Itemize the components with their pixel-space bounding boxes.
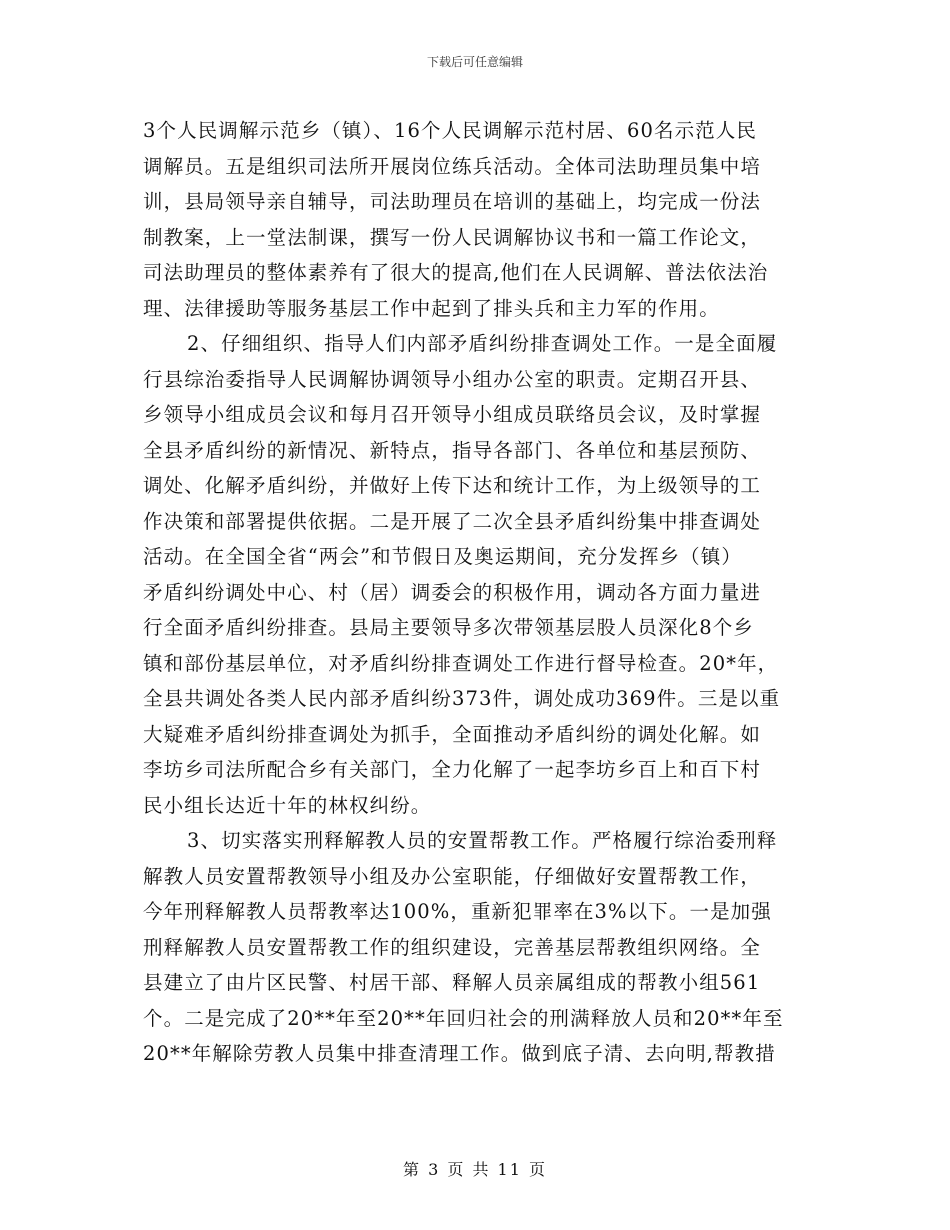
text-line: 调解员。五是组织司法所开展岗位练兵活动。全体司法助理员集中培 [143,154,762,178]
text-line: 2、仔细组织、指导人们内部矛盾纠纷排查调处工作。一是全面履 [187,332,778,355]
text-line: 活动。在全国全省“两会”和节假日及奥运期间，充分发挥乡（镇） [143,545,742,568]
text-line: 训，县局领导亲自辅导，司法助理员在培训的基础上，均完成一份法 [143,190,762,213]
text-line: 解教人员安置帮教领导小组及办公室职能，仔细做好安置帮教工作， [143,864,762,888]
page-footer: 第 3 页 共 11 页 [403,1160,547,1179]
text-line: 刑释解教人员安置帮教工作的组织建设，完善基层帮教组织网络。全 [143,935,762,959]
text-line: 李坊乡司法所配合乡有关部门，全力化解了一起李坊乡百上和百下村 [143,758,762,781]
page-header: 下载后可任意编辑 [426,55,523,69]
text-line: 行全面矛盾纠纷排查。县局主要领导多次带领基层股人员深化8个乡 [143,616,754,639]
text-line: 全县矛盾纠纷的新情况、新特点，指导各部门、各单位和基层预防、 [143,438,762,462]
text-line: 司法助理员的整体素养有了很大的提高,他们在人民调解、普法依法治 [143,261,769,284]
text-line: 今年刑释解教人员帮教率达100%，重新犯罪率在3%以下。一是加强 [143,900,772,923]
text-line: 矛盾纠纷调处中心、村（居）调委会的积极作用，调动各方面力量进 [143,580,762,604]
text-line: 大疑难矛盾纠纷排查调处为抓手，全面推动矛盾纠纷的调处化解。如 [143,722,762,746]
text-line: 20**年解除劳教人员集中排查清理工作。做到底子清、去向明,帮教措 [143,1042,776,1065]
text-line: 行县综治委指导人民调解协调领导小组办公室的职责。定期召开县、 [143,367,762,391]
text-line: 镇和部份基层单位，对矛盾纠纷排查调处工作进行督导检查。20*年， [143,651,779,675]
text-line: 3、切实落实刑释解教人员的安置帮教工作。严格履行综治委刑释 [187,829,778,852]
document-body [143,113,808,1072]
text-line: 制教案，上一堂法制课，撰写一份人民调解协议书和一篇工作论文， [143,225,762,249]
text-line: 3个人民调解示范乡（镇）、16个人民调解示范村居、60名示范人民 [143,119,757,142]
text-line: 民小组长达近十年的林权纠纷。 [143,793,432,817]
text-line: 作决策和部署提供依据。二是开展了二次全县矛盾纠纷集中排查调处 [143,509,762,533]
text-line: 个。二是完成了20**年至20**年回归社会的刑满释放人员和20**年至 [143,1006,784,1030]
text-line: 全县共调处各类人民内部矛盾纠纷373件，调处成功369件。三是以重 [143,687,781,710]
text-line: 乡领导小组成员会议和每月召开领导小组成员联络员会议，及时掌握 [143,403,762,426]
text-line: 调处、化解矛盾纠纷，并做好上传下达和统计工作，为上级领导的工 [143,474,762,497]
text-line: 县建立了由片区民警、村居干部、释解人员亲属组成的帮教小组561 [143,971,761,994]
text-line: 理、法律援助等服务基层工作中起到了排头兵和主力军的作用。 [143,296,720,320]
